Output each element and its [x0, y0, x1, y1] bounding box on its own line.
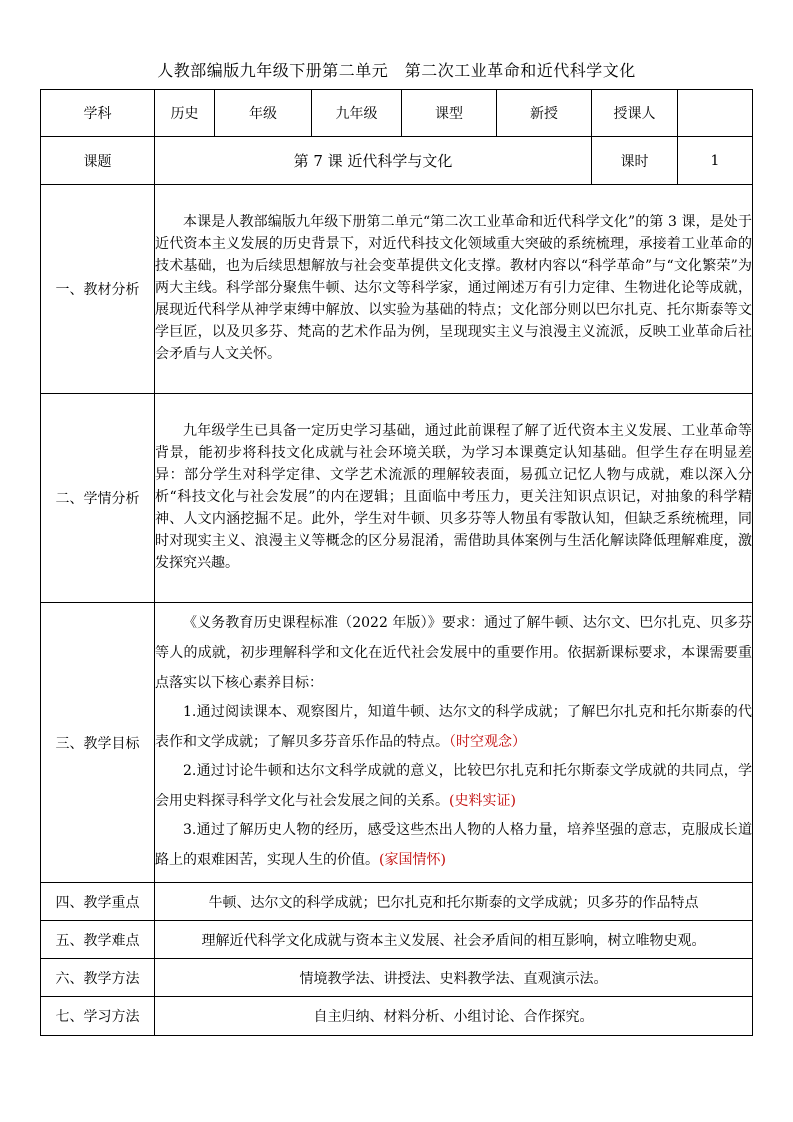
lesson-type-label: 课型 [402, 90, 497, 137]
topic-row [41, 137, 753, 185]
teaching-goals-content [155, 603, 753, 883]
subject-value: 历史 [155, 90, 215, 137]
header-row [41, 90, 753, 137]
textbook-analysis-label: 一、教材分析 [41, 185, 155, 394]
topic-label: 课题 [41, 137, 155, 185]
teaching-methods-text: 情境教学法、讲授法、史料教学法、直观演示法。 [155, 959, 753, 997]
difficulties-label: 五、教学难点 [41, 921, 155, 959]
document-title: 人教部编版九年级下册第二单元 第二次工业革命和近代科学文化 [157, 61, 636, 80]
teacher-value [678, 90, 753, 137]
learning-methods-row [41, 997, 753, 1036]
literacy-tag: （时空观念） [449, 733, 526, 750]
lesson-type-value: 新授 [497, 90, 592, 137]
grade-value: 九年级 [312, 90, 402, 137]
student-analysis-text: 九年级学生已具备一定历史学习基础，通过此前课程了解了近代资本主义发展、工业革命等背景，能初步将科技文化成就与社会环境关联，为学习本课奠定认知基础。但学生存在明显差异：部分学生对科学定律、文学艺术流派的理解较表面，易孤立记忆人物与成就，难以深入分析“科技文化与社会发展”的内在逻辑；且面临中考压力，更关注知识点识记，对抽象的科学精神、人文内涵挖掘不足。此外，学生对牛顿、贝多芬等人物虽有零散认知，但缺乏系统梳理，同时对现实主义、浪漫主义等概念的区分易混淆，需借助具体案例与生活化解读降低理解难度，激发探究兴趣。 [155, 423, 752, 571]
lesson-plan-table [40, 89, 753, 1036]
learning-methods-text: 自主归纳、材料分析、小组讨论、合作探究。 [155, 997, 753, 1036]
topic-value: 第 7 课 近代科学与文化 [155, 137, 592, 185]
student-analysis-content [155, 394, 753, 603]
textbook-analysis-row [41, 185, 753, 394]
difficulties-row [41, 921, 753, 959]
teaching-goals-row [41, 603, 753, 883]
goal-item [155, 816, 752, 875]
learning-methods-label: 七、学习方法 [41, 997, 155, 1036]
literacy-tag: (史料实证) [449, 792, 516, 809]
goals-intro: 《义务教育历史课程标准（2022 年版）》要求：通过了解牛顿、达尔文、巴尔扎克、贝多芬等人的成就，初步理解科学和文化在近代社会发展中的重要作用。依据新课标要求，本课需要重点落实以下核心素养目标： [155, 615, 752, 691]
student-analysis-label: 二、学情分析 [41, 394, 155, 603]
key-points-row [41, 883, 753, 921]
textbook-analysis-content [155, 185, 753, 394]
grade-label: 年级 [215, 90, 312, 137]
goal-item [155, 698, 752, 757]
key-points-label: 四、教学重点 [41, 883, 155, 921]
teaching-methods-label: 六、教学方法 [41, 959, 155, 997]
key-points-text: 牛顿、达尔文的科学成就；巴尔扎克和托尔斯泰的文学成就；贝多芬的作品特点 [155, 883, 753, 921]
class-hours-value: 1 [678, 137, 753, 185]
difficulties-text: 理解近代科学文化成就与资本主义发展、社会矛盾间的相互影响，树立唯物史观。 [155, 921, 753, 959]
teacher-label: 授课人 [592, 90, 678, 137]
class-hours-label: 课时 [592, 137, 678, 185]
teaching-goals-label: 三、教学目标 [41, 603, 155, 883]
goal-text: 3.通过了解历史人物的经历，感受这些杰出人物的人格力量，培养坚强的意志，克服成长道路上的艰难困苦，实现人生的价值。 [155, 822, 752, 869]
goal-item [155, 757, 752, 816]
student-analysis-row [41, 394, 753, 603]
subject-label: 学科 [41, 90, 155, 137]
textbook-analysis-text: 本课是人教部编版九年级下册第二单元“第二次工业革命和近代科学文化”的第 3 课，是处于近代资本主义发展的历史背景下，对近代科技文化领域重大突破的系统梳理，承接着工业革命的技术基础，也为后续思想解放与社会变革提供文化支撑。教材内容以“科学革命”与“文化繁荣”为两大主线。科学部分聚焦牛顿、达尔文等科学家，通过阐述万有引力定律、生物进化论等成就，展现近代科学从神学束缚中解放、以实验为基础的特点；文化部分则以巴尔扎克、托尔斯泰等文学巨匠，以及贝多芬、梵高的艺术作品为例，呈现现实主义与浪漫主义流派，反映工业革命后社会矛盾与人文关怀。 [155, 214, 752, 362]
teaching-methods-row [41, 959, 753, 997]
goal-text: 1.通过阅读课本、观察图片，知道牛顿、达尔文的科学成就；了解巴尔扎克和托尔斯泰的代表作和文学成就；了解贝多芬音乐作品的特点。 [155, 704, 752, 750]
literacy-tag: (家国情怀) [379, 852, 446, 869]
goal-text: 2.通过讨论牛顿和达尔文科学成就的意义，比较巴尔扎克和托尔斯泰文学成就的共同点，学会用史料探寻科学文化与社会发展之间的关系。 [155, 763, 752, 809]
